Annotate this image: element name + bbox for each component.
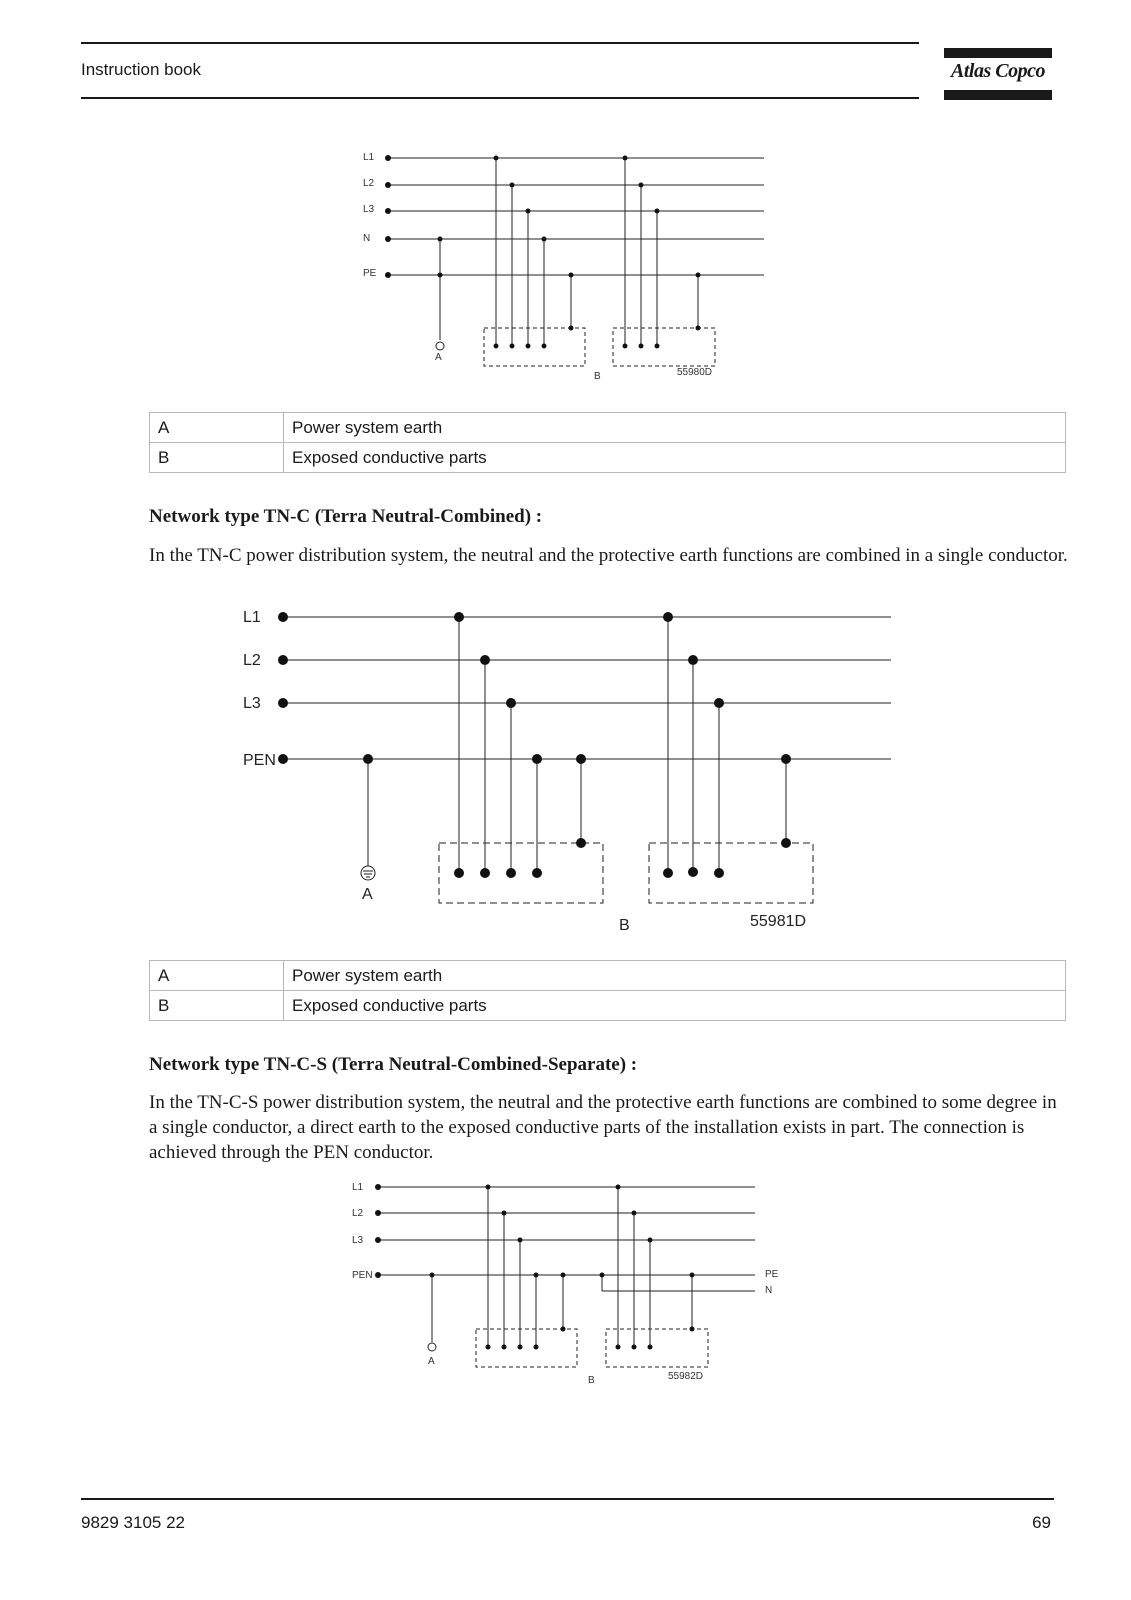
legend-key: A xyxy=(150,413,284,443)
line-label-pen: PEN xyxy=(243,752,276,769)
legend-value: Power system earth xyxy=(284,413,1066,443)
section-text-tn-c-s: In the TN-C-S power distribution system, the neutral and the protective earth functions are combined to some degree in a single conductor, a direct earth to the exposed conductive parts of the installation exists in part. The connection is achieved through the PEN conductor. xyxy=(149,1092,1057,1163)
line-label-l2: L2 xyxy=(363,178,375,189)
wiring-diagram-tn-s-svg xyxy=(355,148,775,388)
table-row xyxy=(150,443,1066,473)
footer-doc-number: 9829 3105 22 xyxy=(81,1513,185,1532)
atlas-copco-logo xyxy=(944,48,1052,100)
line-label-pe: PE xyxy=(363,268,377,279)
legend-key: A xyxy=(150,961,284,991)
line-label-l2: L2 xyxy=(352,1208,364,1219)
line-label-l2: L2 xyxy=(243,652,261,669)
footer-rule xyxy=(81,1498,1054,1500)
line-label-l1: L1 xyxy=(363,152,375,163)
line-label-l3: L3 xyxy=(363,204,375,215)
earth-label: A xyxy=(362,886,373,903)
header-bottom-rule xyxy=(81,97,919,99)
legend-table-1 xyxy=(149,412,1066,473)
legend-value: Power system earth xyxy=(284,961,1066,991)
table-row xyxy=(150,991,1066,1021)
diagram-code: 55982D xyxy=(668,1371,704,1382)
parts-label: B xyxy=(619,917,630,934)
wiring-diagram-tn-c-svg xyxy=(235,600,895,940)
section-heading-tn-c-s: Network type TN-C-S (Terra Neutral-Combined-Separate) : xyxy=(149,1054,638,1075)
diagram-code: 55981D xyxy=(750,913,807,930)
legend-table-2 xyxy=(149,960,1066,1021)
earth-label: A xyxy=(428,1356,435,1367)
split-label-pe: PE xyxy=(765,1269,779,1280)
parts-label: B xyxy=(588,1375,595,1386)
line-label-l1: L1 xyxy=(243,609,261,626)
legend-key: B xyxy=(150,991,284,1021)
line-label-l3: L3 xyxy=(352,1235,364,1246)
wiring-diagram-tn-s xyxy=(355,148,775,388)
section-heading-tn-c: Network type TN-C (Terra Neutral-Combined) : xyxy=(149,506,543,527)
line-label-l1: L1 xyxy=(352,1182,364,1193)
parts-label: B xyxy=(594,371,601,382)
wiring-diagram-tn-c-s-svg xyxy=(345,1175,795,1390)
table-row xyxy=(150,413,1066,443)
legend-value: Exposed conductive parts xyxy=(284,443,1066,473)
diagram-code: 55980D xyxy=(677,367,713,378)
legend-key: B xyxy=(150,443,284,473)
line-label-l3: L3 xyxy=(243,695,261,712)
table-row xyxy=(150,961,1066,991)
footer-page-number: 69 xyxy=(1032,1513,1051,1532)
header-top-rule xyxy=(81,42,919,44)
line-label-n: N xyxy=(363,233,371,244)
line-label-pen: PEN xyxy=(352,1270,373,1281)
logo-text: Atlas Copco xyxy=(951,60,1045,82)
earth-label: A xyxy=(435,352,442,363)
split-label-n: N xyxy=(765,1285,773,1296)
section-text-tn-c: In the TN-C power distribution system, the neutral and the protective earth functions are combined in a single conductor. xyxy=(149,545,1068,566)
wiring-diagram-tn-c xyxy=(235,600,895,940)
legend-value: Exposed conductive parts xyxy=(284,991,1066,1021)
wiring-diagram-tn-c-s xyxy=(345,1175,795,1390)
header-title: Instruction book xyxy=(81,60,202,79)
